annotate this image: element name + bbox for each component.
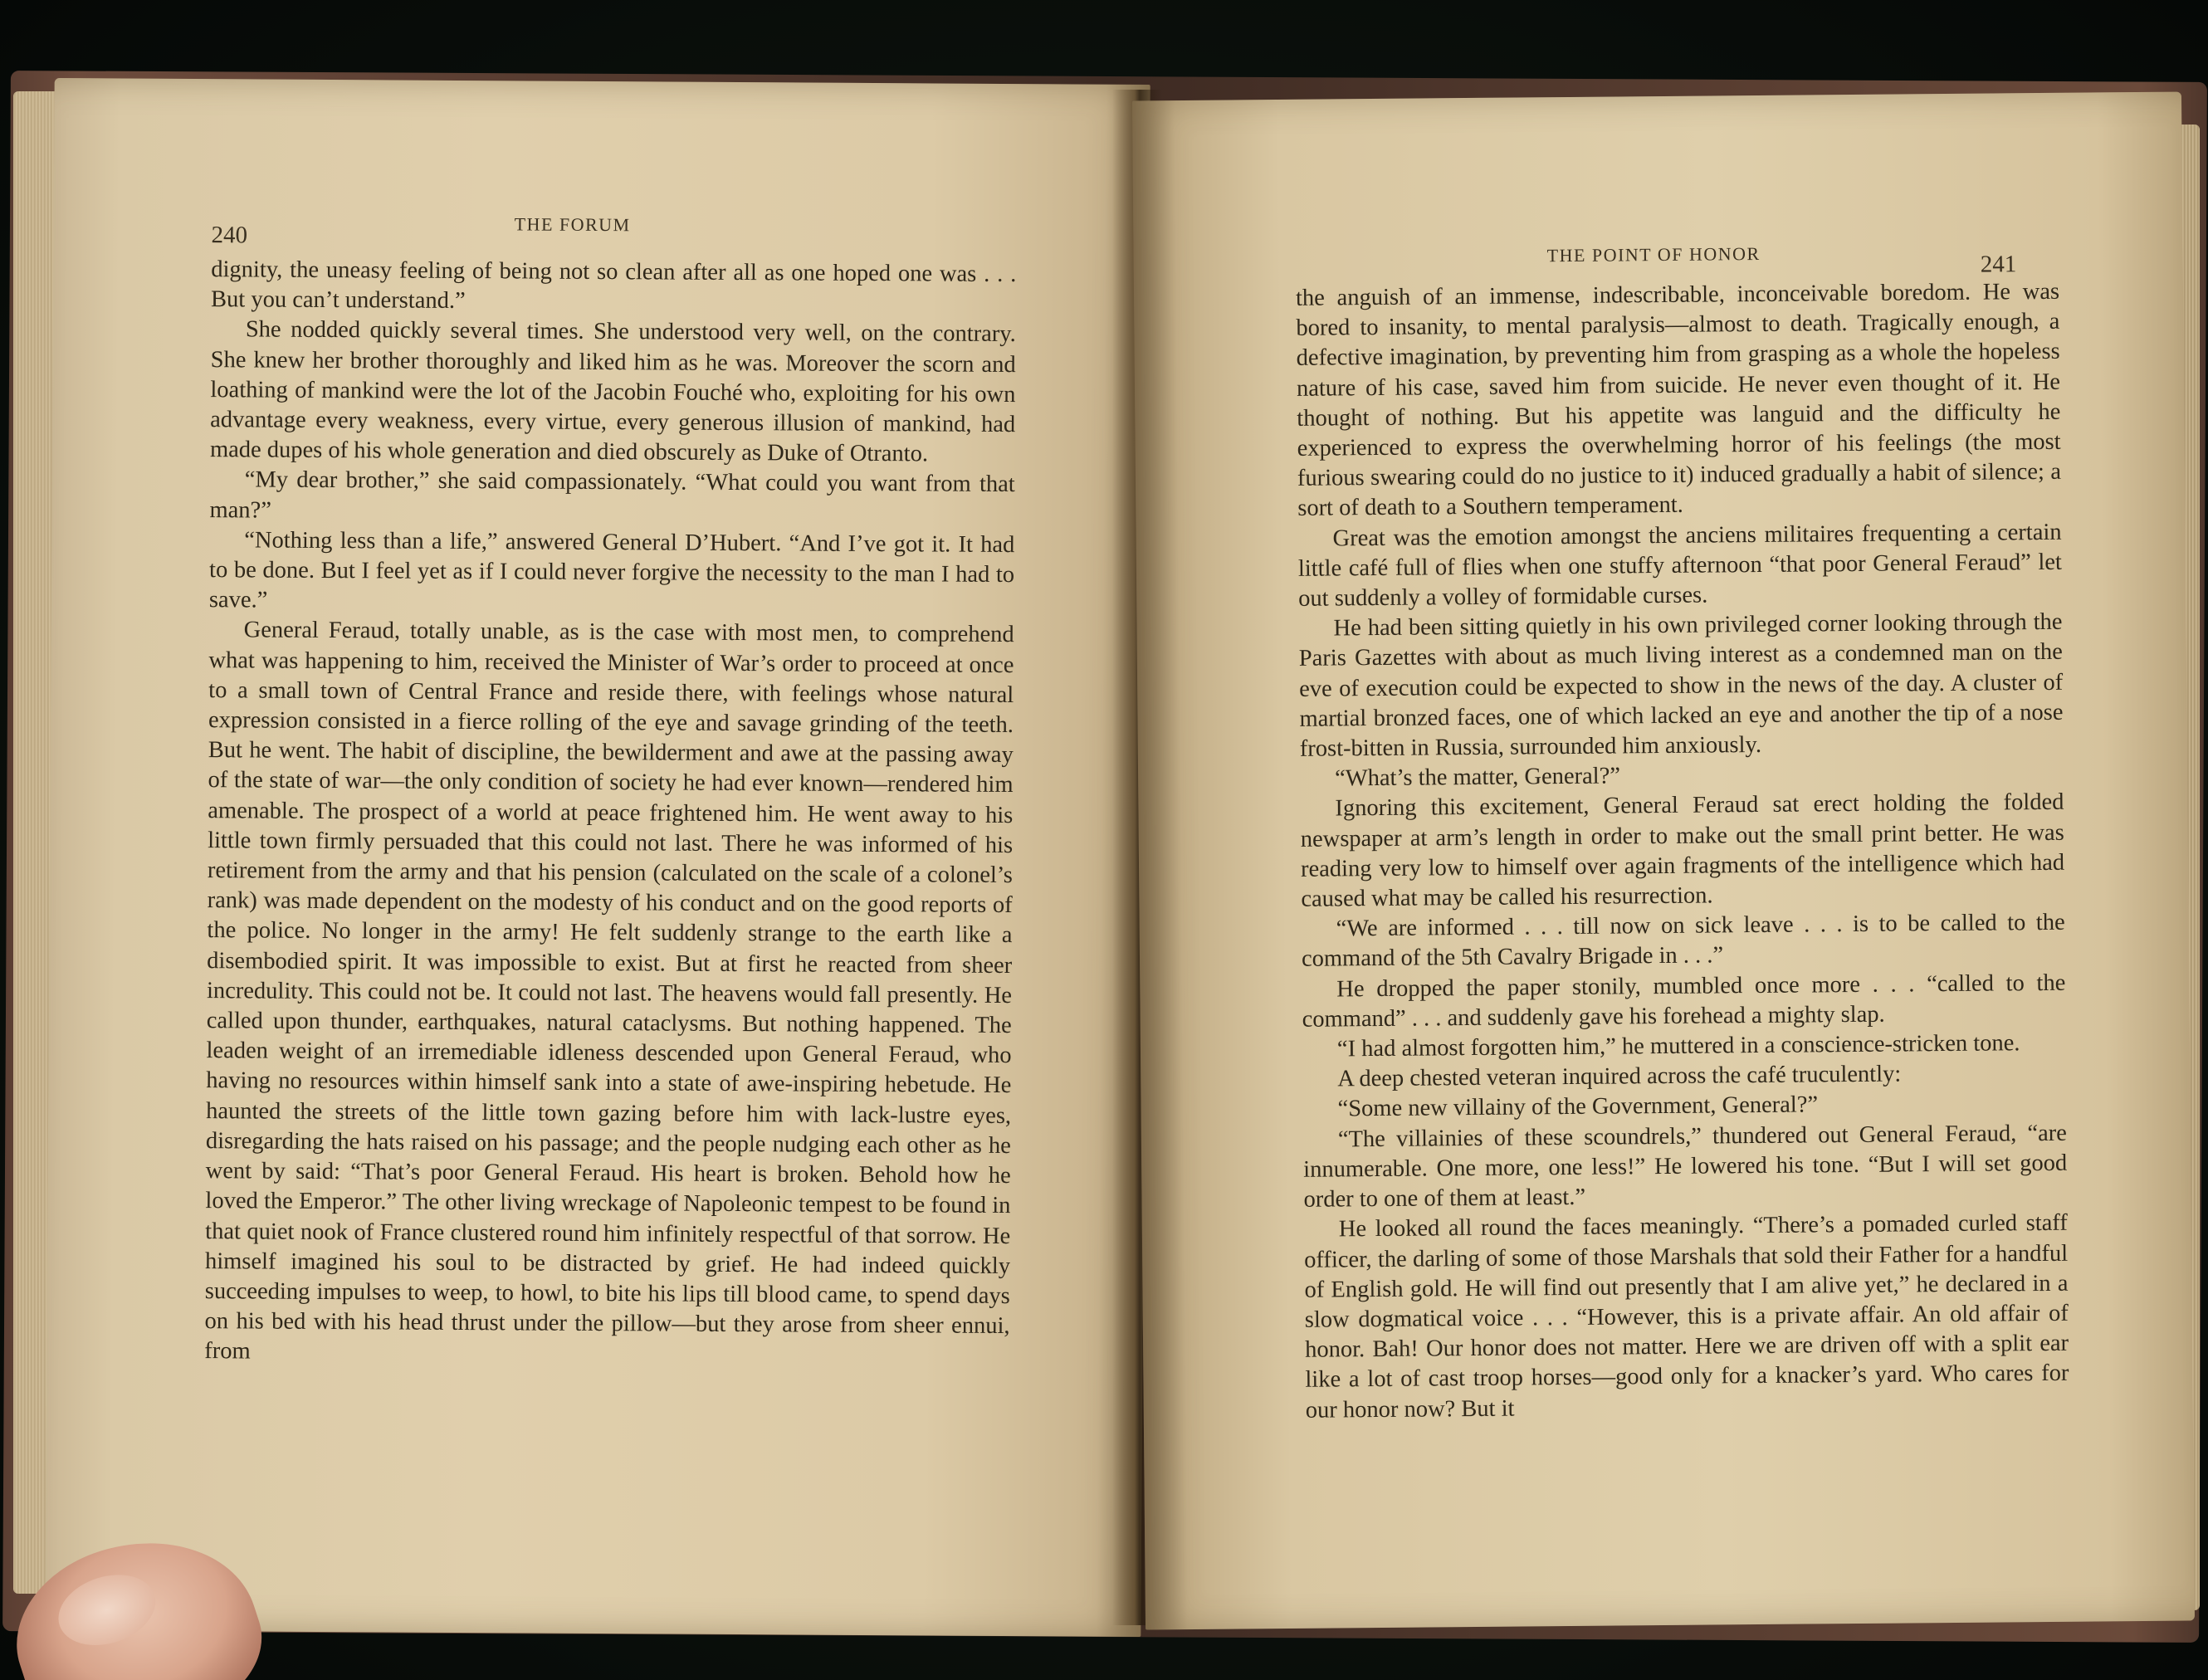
left-running-head: THE FORUM [514, 213, 631, 236]
paragraph: the anguish of an immense, indescribable, inconceivable boredom. He was bored to insanity, to mental paralysis—almost to death. Tragically enough, a defective imagination, by preventing him from grasping as a whole the hopeless nature of his case, saved him from suicide. He never even thought of it. He thought of nothing. But his appetite was languid and the difficulty he experienced to express the overwhelming horror of his feelings (the most furious swearing could do no justice to it) induced gradually a habit of silence; a sort of death to a Southern temperament. [1295, 278, 2062, 522]
paragraph: “Some new villainy of the Government, General?” [1337, 1092, 1819, 1122]
left-page-number: 240 [211, 222, 248, 249]
paragraph: “We are informed . . . till now on sick leave . . . is to be called to the command of the 5th Cavalry Brigade in . . .” [1301, 910, 2065, 973]
paragraph: Ignoring this excitement, General Feraud sat erect holding the folded newspaper at arm’s length in order to make out the small print better. He was reading very low to himself over again fragments of the intelligence which had caused what may be called his resurrection. [1300, 789, 2065, 912]
paragraph: “What’s the matter, General?” [1334, 763, 1621, 792]
thumbnail-highlight [49, 1563, 164, 1657]
paragraph: General Feraud, totally unable, as is the case with most men, to comprehend what was happening to him, received the Minister of War’s order to proceed at once to a small town of Central France and reside there, with feelings whose natural expression consisted in a fierce rolling of the eye and savage grinding of the teeth. But he went. The habit of discipline, the bewilderment and awe at the passing away of the state of war—the only condition of society he had ever known—rendered him amenable. The prospect of a world at peace frightened him. He went away to his little town firmly persuaded that this could not last. There he was informed of his retirement from the army and that his pension (calculated on the scale of a colonel’s rank) was made dependent on the modesty of his conduct and on the good reports of the police. No longer in the army! He felt suddenly strange to the earth like a disembodied spirit. It was impossible to exist. But at first he reacted from sheer incredulity. This could not be. It could not last. The heavens would fall presently. He called upon thunder, earthquakes, natural cataclysms. But nothing happened. The leaden weight of an irremediable idleness descended upon General Feraud, who having no resources within himself sank into a state of awe-inspiring hebetude. He haunted the streets of the little town gazing before him with lack-lustre eyes, disregarding the hats raised on his passage; and the people nudging each other as he went by said: “That’s poor General Feraud. His heart is broken. Behold how he loved the Emperor.” The other living wreckage of Napoleonic tempest to be found in that quiet nook of France clustered round him infinitely respectful of that sorrow. He himself imagined his soul to be distracted by grief. He had indeed quickly succeeding impulses to weep, to howl, to bite his lips till blood came, to spend days on his bed with his head thrust under the pillow—but they arose from sheer ennui, from [204, 617, 1014, 1365]
paragraph: “I had almost forgotten him,” he muttered in a conscience-stricken tone. [1336, 1030, 2020, 1062]
paragraph: “The villainies of these scoundrels,” thundered out General Feraud, “are innumerable. One more, one less!” He lowered his tone. “But I will set good order to one of them at least.” [1303, 1120, 2068, 1213]
paragraph: She nodded quickly several times. She understood very well, on the contrary. She knew her brother thoroughly and liked him as he was. Moreover the scorn and loathing of mankind were the lot of the Jacobin Fouché who, exploiting for his own advantage every weakness, every virtue, every generous illusion of mankind, had made dupes of his whole generation and died obscurely as Duke of Otranto. [209, 316, 1016, 467]
paragraph: “My dear brother,” she said compassionately. “What could you want from that man?” [209, 466, 1015, 524]
paragraph: He dropped the paper stonily, mumbled once more . . . “called to the command” . . . and suddenly gave his forehead a mighty slap. [1302, 969, 2066, 1033]
paragraph: He had been sitting quietly in his own privileged corner looking through the Paris Gazettes with about as much living interest as a condemned man on the eve of execution could be expected to show in the news of the day. A cluster of martial bronzed faces, one of which lacked an eye and another the tip of a nose frost-bitten in Russia, surrounded him anxiously. [1298, 609, 2064, 762]
paragraph: “Nothing less than a life,” answered General D’Hubert. “And I’ve got it. It had to be done. But I feel yet as if I could never forgive the necessity to the man I had to save.” [208, 527, 1015, 613]
right-page-number: 241 [1980, 251, 2017, 278]
paragraph: dignity, the uneasy feeling of being not so clean after all as one hoped one was . . . But you can’t understand.” [211, 256, 1017, 315]
left-page [45, 78, 1150, 1637]
paragraph: Great was the emotion amongst the anciens militaires frequenting a certain little café full of flies when one stuffy afternoon “that poor General Feraud” let out suddenly a volley of formidable curses. [1297, 519, 2063, 612]
left-page-text [204, 255, 1016, 1371]
right-running-head: THE POINT OF HONOR [1546, 242, 1761, 266]
right-page [1132, 92, 2195, 1630]
paragraph: He looked all round the faces meaningly. “There’s a pomaded curled staff officer, the darling of some of those Marshals that sold their Father for a handful of English gold. He will find out presently that I am alive yet,” he declared in a slow dogmatical voice . . . “However, this is a private affair. An old affair of honor. Bah! Our honor does not matter. Here we are driven off with a split ear like a lot of cast troop horses—good only for a knacker’s yard. Who cares for our honor now? But it [1304, 1210, 2069, 1424]
right-page-text [1296, 277, 2069, 1426]
paragraph: A deep chested veteran inquired across the café truculently: [1337, 1061, 1902, 1092]
